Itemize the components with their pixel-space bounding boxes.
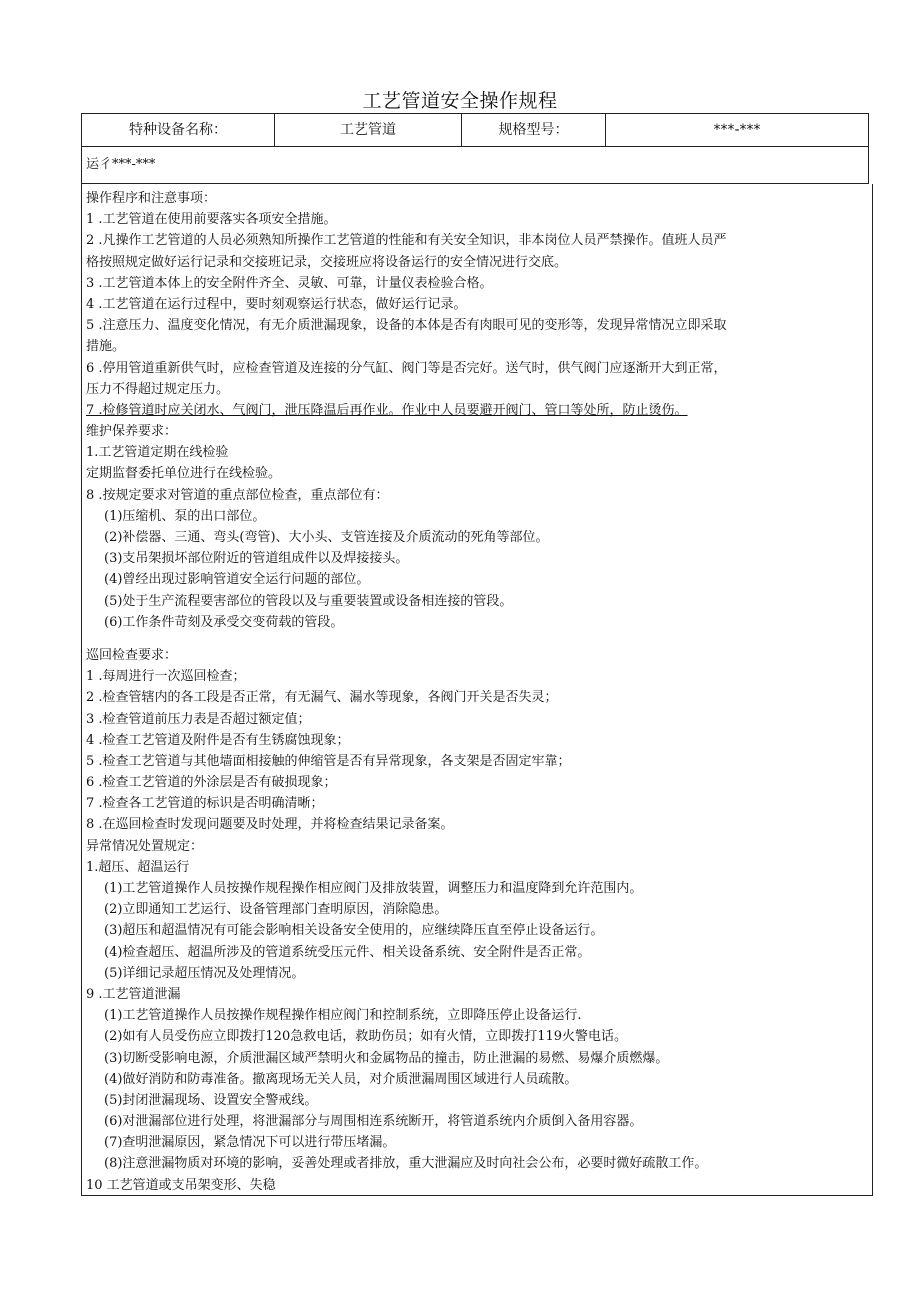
list-item: (1)压缩机、泵的出口部位。	[104, 508, 266, 524]
text-line: 2 .检查管辖内的各工段是否正常，有无漏气、漏水等现象，各阀门开关是否失灵；	[86, 690, 558, 706]
equipment-name-value: 工艺管道	[340, 122, 396, 138]
list-item: (1)工艺管道操作人员按操作规程操作相应阀门和控制系统，立即降压停止设备运行.	[104, 1008, 582, 1024]
list-item: (5)详细记录超压情况及处理情况。	[104, 965, 305, 981]
text-line: 4 .工艺管道在运行过程中，要时刻观察运行状态，做好运行记录。	[86, 296, 467, 312]
text-line: 4 .检查工艺管道及附件是否有生锈腐蚀现象；	[86, 732, 350, 748]
list-item: (2)立即通知工艺运行、设备管理部门查明原因，消除隐患。	[104, 902, 448, 918]
list-item: (3)支吊架损坏部位附近的管道组成件以及焊接接头。	[104, 551, 409, 567]
list-item: (6)工作条件苛刻及承受交变荷载的管段。	[104, 614, 344, 630]
text-line: 压力不得超过规定压力。	[86, 381, 230, 397]
text-line: 3 .检查管道前压力表是否超过额定值；	[86, 711, 311, 727]
list-item: (3)超压和超温情况有可能会影响相关设备安全使用的，应继续降压直至停止设备运行。	[104, 923, 604, 939]
list-item: (4)曾经出现过影响管道安全运行问题的部位。	[104, 572, 370, 588]
text-line: 8 .按规定要求对管道的重点部位检查，重点部位有：	[86, 487, 389, 503]
text-line: 7 .检查各工艺管道的标识是否明确清晰；	[86, 796, 324, 812]
list-item: (7)查明泄漏原因，紧急情况下可以进行带压堵漏。	[104, 1135, 396, 1151]
list-item: (4)检查超压、超温所涉及的管道系统受压元件、相关设备系统、安全附件是否正常。	[104, 944, 591, 960]
header-table	[81, 113, 869, 147]
text-line: 1 .每周进行一次巡回检查；	[86, 669, 246, 685]
section-heading-inspection: 巡回检查要求：	[86, 647, 178, 663]
list-item: (1)工艺管道操作人员按操作规程操作相应阀门及排放装置，调整压力和温度降到允许范围内。	[104, 881, 643, 896]
list-item: (2)补偿器、三通、弯头(弯管)、大小头、支管连接及介质流动的死角等部位。	[104, 530, 549, 545]
text-line: 1 .工艺管道在使用前要落实各项安全措施。	[86, 212, 337, 228]
model-value: ***-***	[713, 122, 761, 138]
text-line: 5 .检查工艺管道与其他墙面相接触的伸缩管是否有异常现象，各支架是否固定牢靠；	[86, 753, 571, 769]
sub-row: 运彳***-***	[81, 146, 869, 184]
text-line: 1.超压、超温运行	[86, 859, 190, 875]
section-heading-operation: 操作程序和注意事项：	[86, 191, 217, 206]
text-line-underlined: 7 .检修管道时应关闭水、气阀门，泄压降温后再作业。作业中人员要避开阀门、管口等处所，防止烫伤。	[86, 402, 688, 418]
text-line: 2 .凡操作工艺管道的人员必须熟知所操作工艺管道的性能和有关安全知识，非本岗位人员严禁操作。值班人员严	[86, 233, 727, 249]
section-heading-maintenance: 维护保养要求：	[86, 424, 178, 440]
list-item: (4)做好消防和防毒准备。撤离现场无关人员，对介质泄漏周围区域进行人员疏散。	[104, 1071, 578, 1087]
list-item: (8)注意泄漏物质对环境的影响，妥善处理或者排放，重大泄漏应及时向社会公布，必要时微好疏散工作。	[104, 1156, 708, 1172]
list-item: (5)封闭泄漏现场、设置安全警戒线。	[104, 1092, 318, 1108]
text-line: 5 .注意压力、温度变化情况，有无介质泄漏现象，设备的本体是否有肉眼可见的变形等，发现异常情况立即采取	[86, 318, 727, 334]
text-line: 10 工艺管道或支吊架变形、失稳	[86, 1177, 276, 1193]
text-line: 8 .在巡回检查时发现问题要及时处理，并将检查结果记录备案。	[86, 817, 454, 833]
text-line: 措施。	[86, 339, 126, 355]
procedure-text	[86, 188, 868, 1196]
text-line: 9 .工艺管道泄漏	[86, 986, 181, 1002]
list-item: (3)切断受影响电源，介质泄漏区域严禁明火和金属物品的撞击，防止泄漏的易燃、易爆介质燃爆。	[104, 1050, 669, 1066]
section-heading-abnormal: 异常情况处置规定：	[86, 838, 204, 854]
text-line: 6 .停用管道重新供气时，应检查管道及连接的分气缸、阀门等是否完好。送气时，供气阀门应逐渐开大到正常，	[86, 360, 727, 376]
text-line: 6 .检查工艺管道的外涂层是否有破损现象；	[86, 775, 337, 791]
text-line: 3 .工艺管道本体上的安全附件齐全、灵敏、可靠，计量仪表检验合格。	[86, 275, 493, 291]
model-label: 规格型号：	[498, 122, 569, 138]
page-title: 工艺管道安全操作规程	[362, 90, 558, 112]
equipment-name-label: 特种设备名称：	[129, 122, 227, 138]
list-item: (2)如有人员受伤应立即拨打120急救电话，救助伤员；如有火情，立即拨打119火警电话。	[104, 1029, 628, 1045]
text-line: 格按照规定做好运行记录和交接班记录，交接班应将设备运行的安全情况进行交底。	[86, 254, 568, 270]
list-item: (5)处于生产流程要害部位的管段以及与重要装置或设备相连接的管段。	[104, 593, 513, 609]
text-line: 定期监督委托单位进行在线检验。	[86, 466, 282, 482]
text-line: 1.工艺管道定期在线检验	[86, 445, 229, 461]
list-item: (6)对泄漏部位进行处理，将泄漏部分与周围相连系统断开，将管道系统内介质倒入备用容器。	[104, 1114, 643, 1130]
